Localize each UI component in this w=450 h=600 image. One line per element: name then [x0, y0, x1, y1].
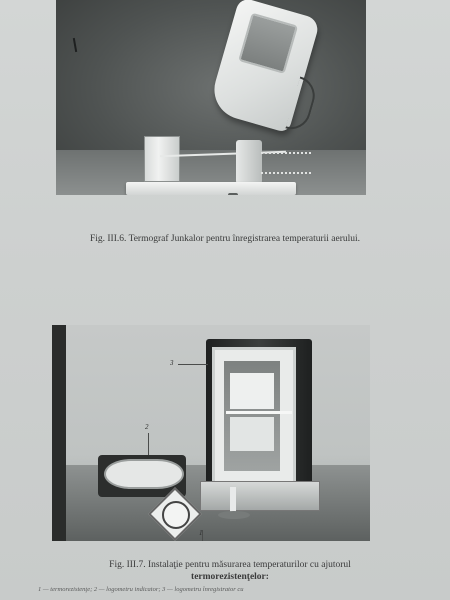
chart-paper-upper	[230, 373, 274, 409]
callout-label-3: 3	[170, 359, 174, 367]
callout-line-2	[148, 433, 149, 455]
callout-label-1: 1	[199, 529, 203, 537]
photo-edge-shadow	[52, 325, 66, 541]
figure-caption-2-line2: termorezistenţelor:	[191, 572, 269, 582]
cabinet-base	[200, 481, 320, 511]
cabinet-latch-bar	[226, 411, 292, 414]
recording-drum	[144, 136, 180, 182]
sensor-disc	[162, 501, 190, 529]
photo-mark	[73, 38, 77, 52]
logometer-dial-face	[104, 459, 184, 489]
figure-caption-2	[30, 559, 430, 583]
callout-label-2: 2	[145, 423, 149, 431]
thermograph-photo	[56, 0, 366, 195]
thermograph-lid	[207, 0, 320, 133]
chart-paper-lower	[230, 417, 274, 451]
base-plate	[126, 182, 296, 195]
lid-cord	[285, 76, 319, 133]
bimetal-coil	[261, 152, 311, 174]
probe-base	[218, 511, 250, 519]
figure-caption-2-line1: Fig. III.7. Instalaţie pentru măsurarea temperaturilor cu ajutorul	[109, 560, 351, 570]
callout-line-3	[178, 364, 208, 365]
figure-legend: 1 — termorezistenţe; 2 — logometru indicator; 3 — logometru înregistrator cu	[38, 586, 244, 593]
sensor-housing	[236, 140, 262, 184]
lid-window	[238, 13, 298, 74]
figure-caption-1: Fig. III.6. Termograf Junkalor pentru înregistrarea temperaturii aerului.	[89, 234, 361, 244]
winding-key	[228, 193, 238, 195]
installation-photo	[52, 325, 370, 541]
